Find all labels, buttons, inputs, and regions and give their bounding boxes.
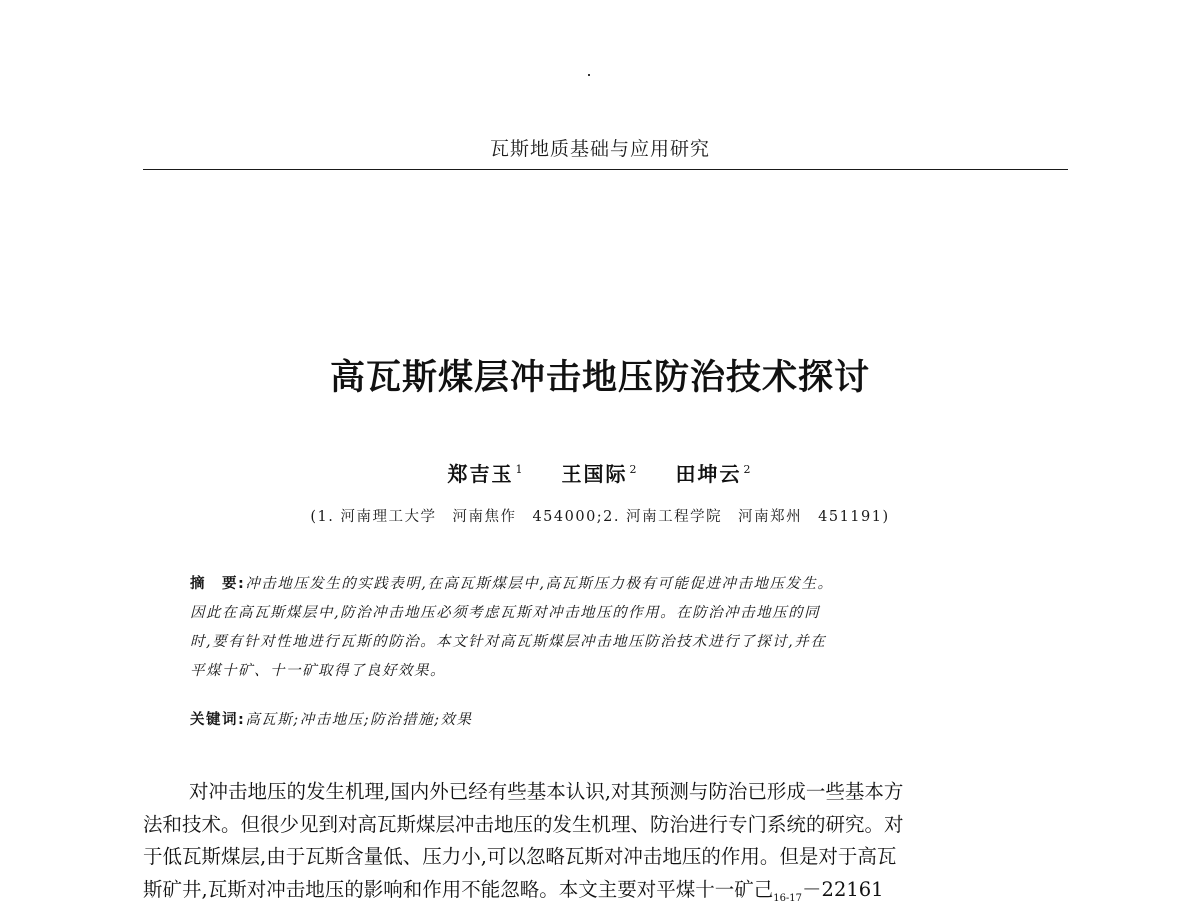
header-rule	[143, 169, 1068, 170]
author: 郑吉玉 $^1$	[447, 462, 525, 486]
body-line: 对冲击地压的发生机理,国内外已经有些基本认识,对其预测与防治已形成一些基本方	[189, 780, 904, 803]
body-text	[143, 776, 1068, 915]
body-line: 斯矿井,瓦斯对冲击地压的影响和作用不能忽略。本文主要对平煤十一矿己$_{16-17}$－22161	[143, 877, 884, 904]
abstract-line: 冲击地压发生的实践表明,在高瓦斯煤层中,高瓦斯压力极有可能促进冲击地压发生。	[245, 576, 834, 592]
body-line: 于低瓦斯煤层,由于瓦斯含量低、压力小,可以忽略瓦斯对冲击地压的作用。但是对于高瓦	[143, 845, 897, 868]
running-header: 瓦斯地质基础与应用研究	[489, 138, 710, 160]
body-line: 法和技术。但很少见到对高瓦斯煤层冲击地压的发生机理、防治进行专门系统的研究。对	[143, 812, 904, 836]
keywords	[190, 708, 472, 729]
abstract-line: 时,要有针对性地进行瓦斯的防治。本文针对高瓦斯煤层冲击地压防治技术进行了探讨,并在	[190, 634, 827, 650]
keywords-label: 关键词:	[190, 712, 246, 728]
author: 王国际 $^2$	[561, 462, 639, 486]
abstract	[190, 570, 1030, 686]
keywords-text: 高瓦斯;冲击地压;防治措施;效果	[245, 712, 473, 728]
abstract-label: 摘 要:	[190, 576, 246, 592]
abstract-line: 因此在高瓦斯煤层中,防治冲击地压必须考虑瓦斯对冲击地压的作用。在防治冲击地压的同	[190, 605, 821, 621]
author-list	[0, 458, 1200, 487]
affiliation: (1. 河南理工大学 河南焦作 454000;2. 河南工程学院 河南郑州 451191)	[310, 509, 890, 525]
author: 田坤云 $^2$	[675, 462, 753, 486]
paper-title: 高瓦斯煤层冲击地压防治技术探讨	[329, 358, 870, 398]
abstract-line: 平煤十矿、十一矿取得了良好效果。	[190, 663, 446, 679]
scan-speck	[588, 74, 590, 76]
